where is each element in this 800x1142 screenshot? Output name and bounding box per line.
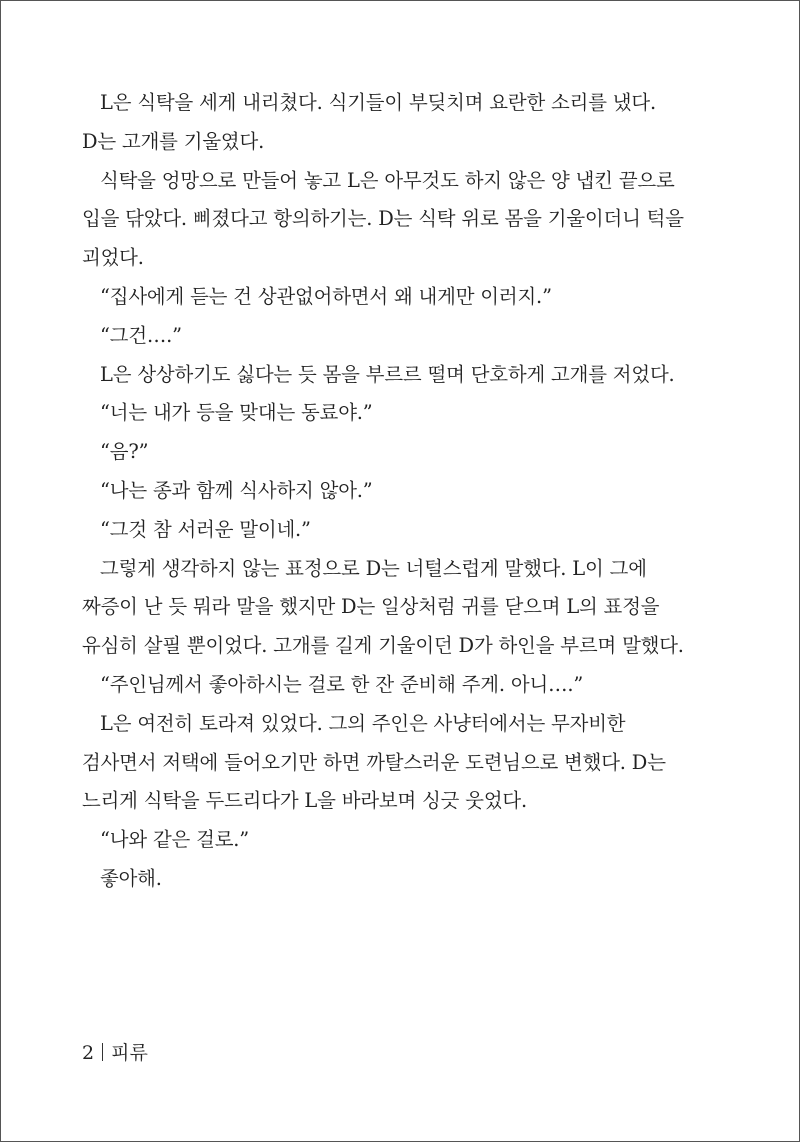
text-line: 그렇게 생각하지 않는 표정으로 D는 너털스럽게 말했다. L이 그에 (100, 556, 647, 580)
text-line: D는 고개를 기울였다. (82, 129, 265, 153)
text-line: 짜증이 난 듯 뭐라 말을 했지만 D는 일상처럼 귀를 닫으며 L의 표정을 (82, 595, 660, 619)
text-line: 검사면서 저택에 들어오기만 하면 까탈스러운 도련님으로 변했다. D는 (82, 750, 666, 774)
text-line: 식탁을 엉망으로 만들어 놓고 L은 아무것도 하지 않은 양 냅킨 끝으로 (100, 168, 675, 192)
text-line: 괴었다. (82, 246, 144, 270)
text-line: L은 여전히 토라져 있었다. 그의 주인은 사냥터에서는 무자비한 (100, 711, 626, 735)
text-line: “나는 종과 함께 식사하지 않아.” (100, 478, 373, 502)
book-title: 피류 (111, 1042, 148, 1064)
text-line: “그건….” (100, 323, 182, 347)
text-line: 좋아해. (100, 866, 162, 890)
text-line: “그것 참 서러운 말이네.” (100, 517, 311, 541)
page-number: 2 (82, 1042, 95, 1064)
footer-separator (102, 1043, 103, 1061)
text-line: “주인님께서 좋아하시는 걸로 한 잔 준비해 주게. 아니….” (100, 672, 584, 696)
text-line: “집사에게 듣는 건 상관없어하면서 왜 내게만 이러지.” (100, 284, 552, 308)
text-line: 입을 닦았다. 삐졌다고 항의하기는. D는 식탁 위로 몸을 기울이더니 턱을 (82, 207, 684, 231)
text-line: L은 식탁을 세게 내리쳤다. 식기들이 부딪치며 요란한 소리를 냈다. (100, 91, 656, 114)
text-line: 느리게 식탁을 두드리다가 L을 바라보며 싱긋 웃었다. (82, 789, 528, 813)
text-line: 유심히 살필 뿐이었다. 고개를 길게 기울이던 D가 하인을 부르며 말했다. (82, 634, 684, 658)
page-footer (82, 1038, 148, 1068)
text-line: L은 상상하기도 싫다는 듯 몸을 부르르 떨며 단호하게 고개를 저었다. (100, 362, 675, 386)
text-body (82, 84, 732, 899)
text-line: “음?” (100, 440, 149, 464)
text-line: “너는 내가 등을 맞대는 동료야.” (100, 401, 373, 425)
text-line: “나와 같은 걸로.” (100, 828, 250, 852)
